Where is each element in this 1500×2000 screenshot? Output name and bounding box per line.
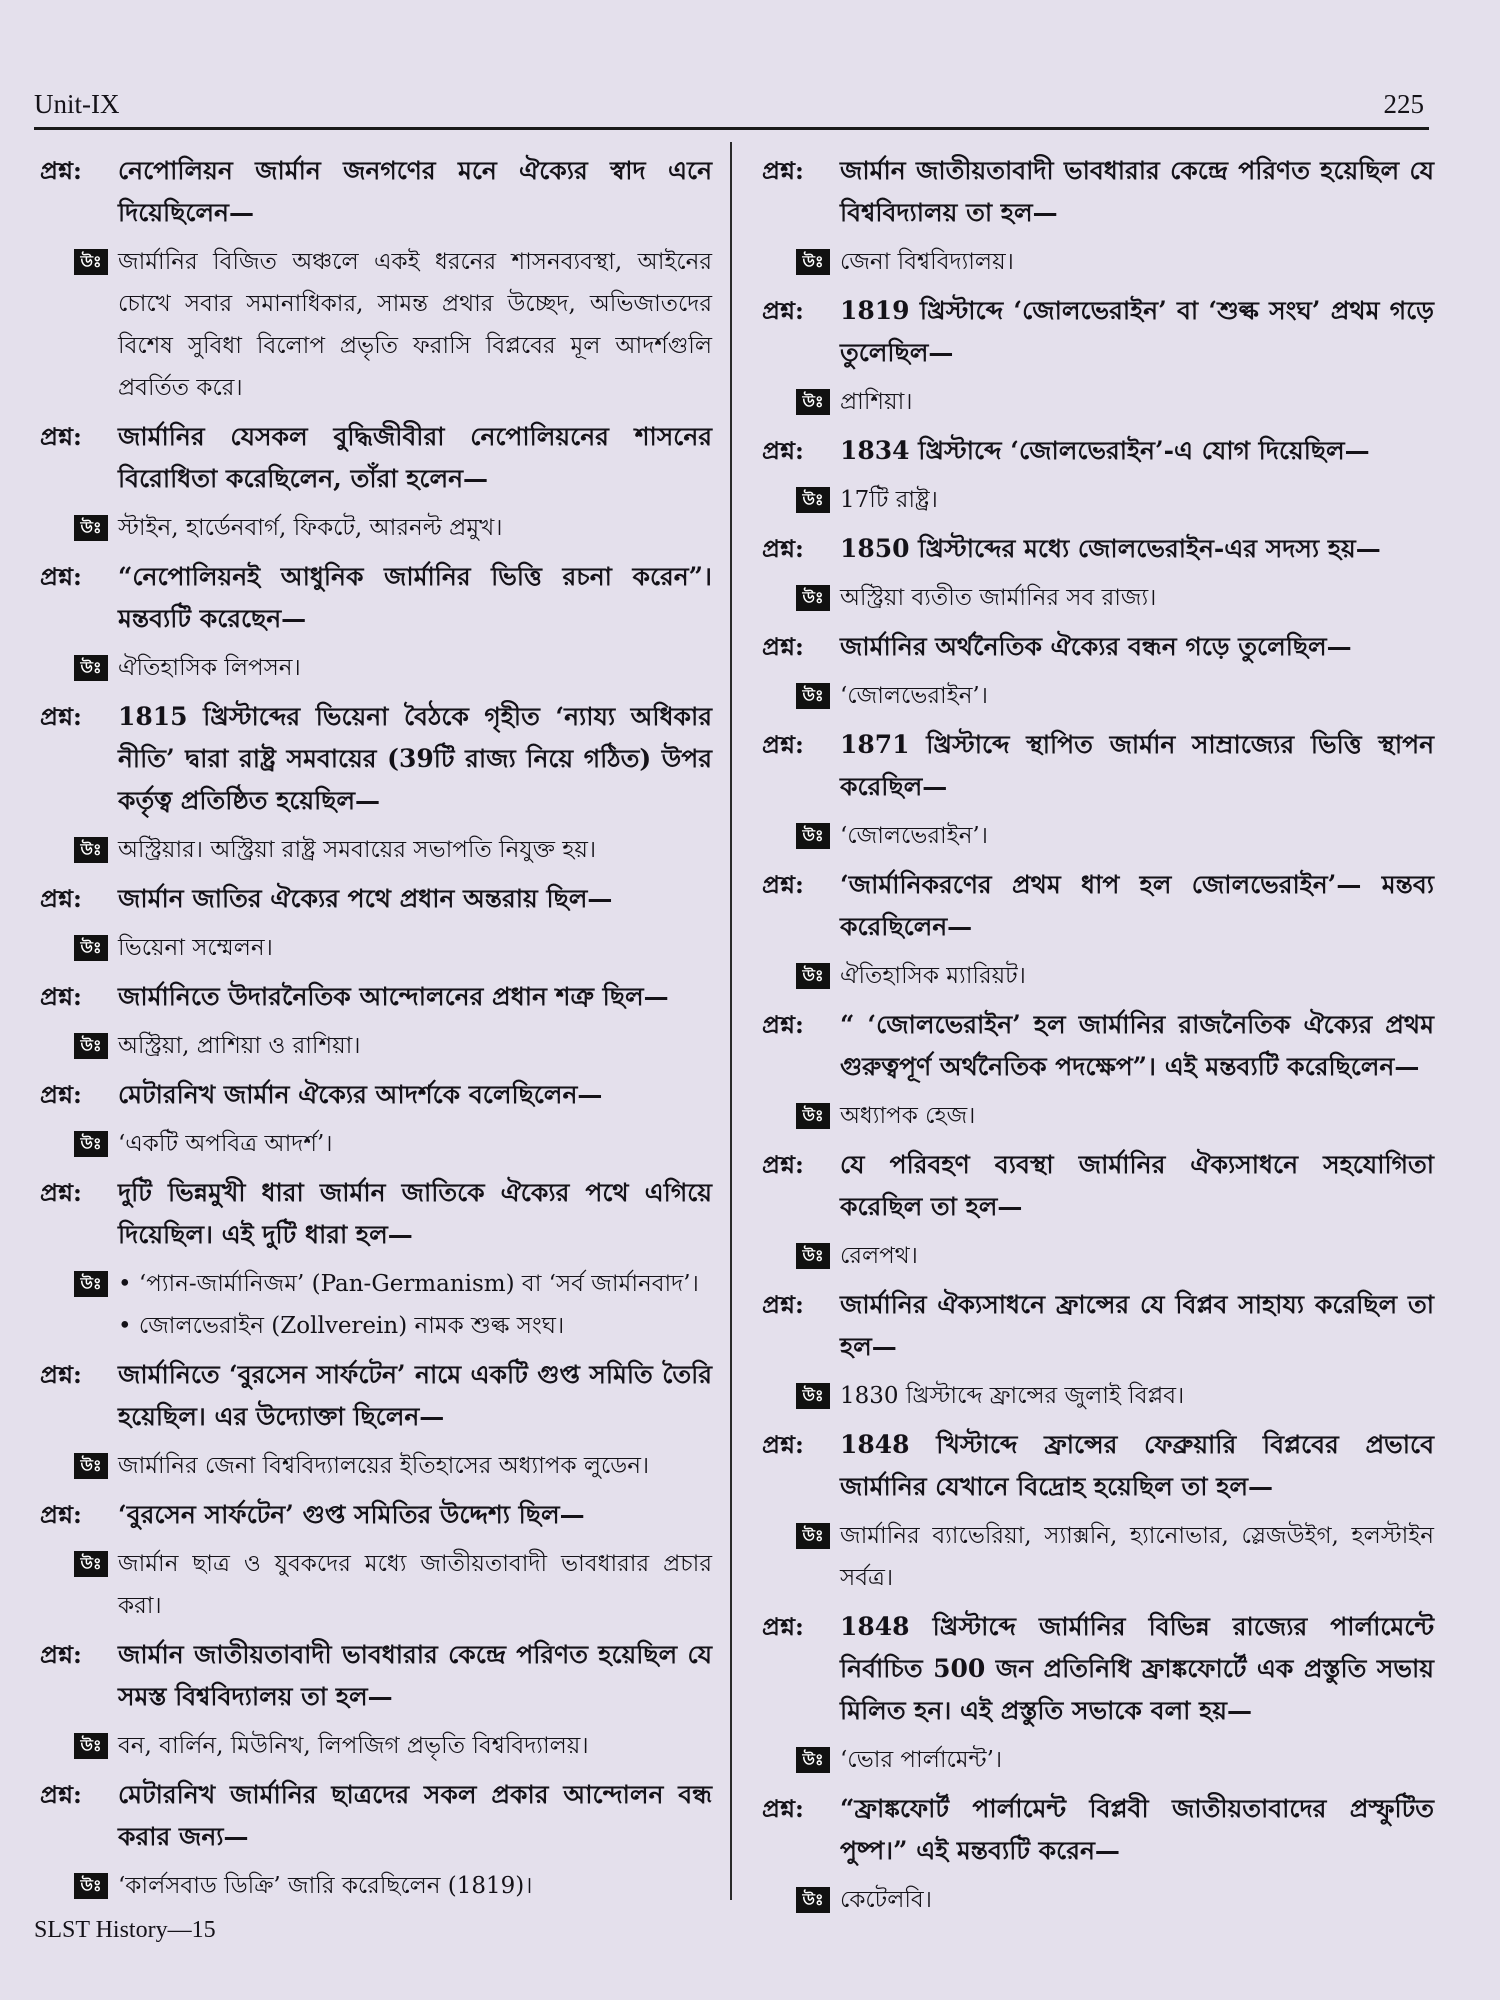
question-label: প্রশ্ন: xyxy=(40,1500,82,1529)
answer-text: ‘কার্লসবাড ডিক্রি’ জারি করেছিলেন (1819)। xyxy=(118,1873,533,1899)
question-entry xyxy=(762,430,1434,472)
question-text: 1819 খ্রিস্টাব্দে ‘জোলভেরাইন’ বা ‘শুল্ক সংঘ’ প্রথম গড়ে তুলেছিল— xyxy=(840,296,1434,367)
question-label: প্রশ্ন: xyxy=(40,1080,82,1109)
answer-text: রেলপথ। xyxy=(840,1243,918,1269)
answer-text: ঐতিহাসিক ম্যারিয়ট। xyxy=(840,963,1026,989)
answer-label: উঃ xyxy=(74,515,108,541)
left-column xyxy=(40,150,712,1914)
answer-label: উঃ xyxy=(74,1873,108,1899)
question-label: প্রশ্ন: xyxy=(40,562,82,591)
answer-badge xyxy=(762,1375,840,1409)
question-label: প্রশ্ন: xyxy=(40,422,82,451)
question-text: যে পরিবহণ ব্যবস্থা জার্মানির ঐক্যসাধনে সহযোগিতা করেছিল তা হল— xyxy=(840,1150,1434,1221)
answer-text: জার্মানির ব্যাভেরিয়া, স্যাক্সনি, হ্যানোভার, স্লেজউইগ, হলস্টাইন সর্বত্র। xyxy=(840,1523,1434,1591)
answer-text: অস্ট্রিয়া, প্রাশিয়া ও রাশিয়া। xyxy=(118,1033,361,1059)
answer-text: প্রাশিয়া। xyxy=(840,389,913,415)
answer-badge xyxy=(762,241,840,275)
question-label: প্রশ্ন: xyxy=(762,1430,804,1459)
question-text: জার্মানির যেসকল বুদ্ধিজীবীরা নেপোলিয়নের শাসনের বিরোধিতা করেছিলেন, তাঁরা হলেন— xyxy=(118,422,712,493)
question-entry xyxy=(762,290,1434,374)
answer-entry xyxy=(762,1515,1434,1599)
answer-badge xyxy=(40,829,118,863)
answer-badge xyxy=(762,955,840,989)
answer-entry xyxy=(40,507,712,549)
question-text: জার্মানিতে উদারনৈতিক আন্দোলনের প্রধান শত্রু ছিল— xyxy=(118,982,669,1011)
answer-badge xyxy=(40,927,118,961)
answer-text: কেটেলবি। xyxy=(840,1887,932,1913)
answer-badge xyxy=(40,1725,118,1759)
answer-label: উঃ xyxy=(74,1271,108,1297)
answer-badge xyxy=(762,675,840,709)
answer-text: জেনা বিশ্ববিদ্যালয়। xyxy=(840,249,1014,275)
answer-entry xyxy=(40,829,712,871)
question-entry xyxy=(762,1788,1434,1872)
question-label: প্রশ্ন: xyxy=(40,1178,82,1207)
answer-entry xyxy=(40,1725,712,1767)
question-label: প্রশ্ন: xyxy=(40,1780,82,1809)
answer-entry xyxy=(40,1123,712,1165)
question-text: জার্মান জাতীয়তাবাদী ভাবধারার কেন্দ্রে পরিণত হয়েছিল যে বিশ্ববিদ্যালয় তা হল— xyxy=(840,156,1434,227)
answer-label: উঃ xyxy=(796,249,830,275)
answer-text: 17টি রাষ্ট্র। xyxy=(840,487,938,513)
question-text: মেটারনিখ জার্মানির ছাত্রদের সকল প্রকার আন্দোলন বন্ধ করার জন্য— xyxy=(118,1780,712,1851)
answer-label: উঃ xyxy=(796,823,830,849)
answer-entry xyxy=(40,1263,712,1347)
answer-label: উঃ xyxy=(796,1747,830,1773)
answer-entry xyxy=(40,1445,712,1487)
unit-label: Unit-IX xyxy=(34,89,120,119)
answer-entry xyxy=(762,479,1434,521)
question-label: প্রশ্ন: xyxy=(40,982,82,1011)
answer-badge xyxy=(40,507,118,541)
question-entry xyxy=(40,1494,712,1536)
answer-entry xyxy=(762,381,1434,423)
question-text: জার্মান জাতির ঐক্যের পথে প্রধান অন্তরায় ছিল— xyxy=(118,884,613,913)
question-text: 1815 খ্রিস্টাব্দের ভিয়েনা বৈঠকে গৃহীত ‘ন্যায্য অধিকার নীতি’ দ্বারা রাষ্ট্র সমবায়ের (39টি রাজ্য নিয়ে গঠিত) উপর কর্তৃত্ব প্রতিষ্ঠিত হয়েছিল— xyxy=(118,702,712,815)
right-column xyxy=(762,150,1434,1928)
question-entry xyxy=(40,1172,712,1256)
question-text: ‘জার্মানিকরণের প্রথম ধাপ হল জোলভেরাইন’— মন্তব্য করেছিলেন— xyxy=(840,870,1434,941)
question-text: 1848 খ্রিস্টাব্দে জার্মানির বিভিন্ন রাজ্যের পার্লামেন্টে নির্বাচিত 500 জন প্রতিনিধি ফ্রাঙ্কফোর্টে এক প্রস্তুতি সভায় মিলিত হন। এই প্রস্তুতি সভাকে বলা হয়— xyxy=(840,1612,1434,1725)
answer-label: উঃ xyxy=(796,1523,830,1549)
question-text: দুটি ভিন্নমুখী ধারা জার্মান জাতিকে ঐক্যের পথে এগিয়ে দিয়েছিল। এই দুটি ধারা হল— xyxy=(118,1178,712,1249)
answer-text: ভিয়েনা সম্মেলন। xyxy=(118,935,273,961)
question-entry xyxy=(40,416,712,500)
question-entry xyxy=(762,150,1434,234)
question-text: “ফ্রাঙ্কফোর্ট পার্লামেন্ট বিপ্লবী জাতীয়তাবাদের প্রস্ফুটিত পুষ্প।” এই মন্তব্যটি করেন— xyxy=(840,1794,1434,1865)
question-text: মেটারনিখ জার্মান ঐক্যের আদর্শকে বলেছিলেন— xyxy=(118,1080,603,1109)
question-entry xyxy=(40,976,712,1018)
answer-label: উঃ xyxy=(74,1551,108,1577)
answer-bullet: • ‘প্যান-জার্মানিজম’ (Pan-Germanism) বা ‘সর্ব জার্মানবাদ’। xyxy=(118,1263,712,1305)
question-entry xyxy=(40,556,712,640)
question-entry xyxy=(40,1634,712,1718)
answer-text xyxy=(118,1263,712,1347)
answer-label: উঃ xyxy=(796,1383,830,1409)
answer-badge xyxy=(40,1025,118,1059)
question-entry xyxy=(762,1284,1434,1368)
answer-entry xyxy=(40,241,712,409)
question-entry xyxy=(762,1606,1434,1732)
question-entry xyxy=(762,864,1434,948)
answer-entry xyxy=(40,1543,712,1627)
answer-badge xyxy=(40,1865,118,1899)
answer-label: উঃ xyxy=(74,1033,108,1059)
question-label: প্রশ্ন: xyxy=(762,1010,804,1039)
question-text: “নেপোলিয়নই আধুনিক জার্মানির ভিত্তি রচনা করেন”। মন্তব্যটি করেছেন— xyxy=(118,562,712,633)
answer-text: অধ্যাপক হেজ। xyxy=(840,1103,976,1129)
answer-badge xyxy=(762,381,840,415)
answer-label: উঃ xyxy=(796,963,830,989)
question-label: প্রশ্ন: xyxy=(762,632,804,661)
answer-badge xyxy=(762,1879,840,1913)
answer-text: জার্মানির জেনা বিশ্ববিদ্যালয়ের ইতিহাসের অধ্যাপক লুডেন। xyxy=(118,1453,650,1479)
page-number: 225 xyxy=(1383,89,1424,119)
question-entry xyxy=(762,724,1434,808)
answer-bullet: • জোলভেরাইন (Zollverein) নামক শুল্ক সংঘ। xyxy=(118,1305,712,1347)
question-label: প্রশ্ন: xyxy=(40,1640,82,1669)
question-entry xyxy=(40,1074,712,1116)
answer-text: অস্ট্রিয়ার। অস্ট্রিয়া রাষ্ট্র সমবায়ের সভাপতি নিযুক্ত হয়। xyxy=(118,837,597,863)
question-label: প্রশ্ন: xyxy=(40,1360,82,1389)
question-entry xyxy=(762,1424,1434,1508)
question-text: জার্মান জাতীয়তাবাদী ভাবধারার কেন্দ্রে পরিণত হয়েছিল যে সমস্ত বিশ্ববিদ্যালয় তা হল— xyxy=(118,1640,712,1711)
question-text: ‘বুরসেন সার্ফটেন’ গুপ্ত সমিতির উদ্দেশ্য ছিল— xyxy=(118,1500,585,1529)
answer-badge xyxy=(762,577,840,611)
question-label: প্রশ্ন: xyxy=(762,296,804,325)
answer-text: 1830 খ্রিস্টাব্দে ফ্রান্সের জুলাই বিপ্লব। xyxy=(840,1383,1185,1409)
question-label: প্রশ্ন: xyxy=(40,702,82,731)
question-label: প্রশ্ন: xyxy=(762,534,804,563)
question-entry xyxy=(40,1354,712,1438)
answer-label: উঃ xyxy=(796,1887,830,1913)
answer-entry xyxy=(762,1375,1434,1417)
question-entry xyxy=(762,1004,1434,1088)
question-label: প্রশ্ন: xyxy=(40,884,82,913)
answer-badge xyxy=(762,1739,840,1773)
answer-entry xyxy=(40,1865,712,1907)
answer-label: উঃ xyxy=(74,249,108,275)
answer-entry xyxy=(762,241,1434,283)
question-text: জার্মানিতে ‘বুরসেন সার্ফটেন’ নামে একটি গুপ্ত সমিতি তৈরি হয়েছিল। এর উদ্যোক্তা ছিলেন— xyxy=(118,1360,712,1431)
question-entry xyxy=(762,1144,1434,1228)
answer-text: ‘একটি অপবিত্র আদর্শ’। xyxy=(118,1131,333,1157)
question-entry xyxy=(40,878,712,920)
answer-label: উঃ xyxy=(796,1243,830,1269)
answer-badge xyxy=(762,1095,840,1129)
question-label: প্রশ্ন: xyxy=(762,1612,804,1641)
question-label: প্রশ্ন: xyxy=(762,436,804,465)
answer-label: উঃ xyxy=(796,683,830,709)
answer-badge xyxy=(762,815,840,849)
answer-badge xyxy=(40,647,118,681)
answer-badge xyxy=(762,1515,840,1549)
answer-label: উঃ xyxy=(74,935,108,961)
answer-badge xyxy=(762,1235,840,1269)
answer-badge xyxy=(40,1445,118,1479)
answer-text: স্টাইন, হার্ডেনবার্গ, ফিকটে, আরনল্ট প্রমুখ। xyxy=(118,515,503,541)
question-label: প্রশ্ন: xyxy=(762,156,804,185)
answer-text: ‘ভোর পার্লামেন্ট’। xyxy=(840,1747,1003,1773)
answer-text: ‘জোলভেরাইন’। xyxy=(840,683,988,709)
question-text: জার্মানির অর্থনৈতিক ঐক্যের বন্ধন গড়ে তুলেছিল— xyxy=(840,632,1352,661)
answer-entry xyxy=(762,815,1434,857)
question-text: 1850 খ্রিস্টাব্দের মধ্যে জোলভেরাইন-এর সদস্য হয়— xyxy=(840,534,1381,563)
question-text: 1871 খ্রিস্টাব্দে স্থাপিত জার্মান সাম্রাজ্যের ভিত্তি স্থাপন করেছিল— xyxy=(840,730,1434,801)
question-text: নেপোলিয়ন জার্মান জনগণের মনে ঐক্যের স্বাদ এনে দিয়েছিলেন— xyxy=(118,156,712,227)
answer-label: উঃ xyxy=(74,1733,108,1759)
question-label: প্রশ্ন: xyxy=(762,1150,804,1179)
answer-badge xyxy=(40,1543,118,1577)
question-entry xyxy=(40,150,712,234)
question-entry xyxy=(40,696,712,822)
answer-text: ঐতিহাসিক লিপসন। xyxy=(118,655,301,681)
question-entry xyxy=(40,1774,712,1858)
page-footer: SLST History—15 xyxy=(34,1917,216,1943)
question-text: 1848 খিস্টাব্দে ফ্রান্সের ফেব্রুয়ারি বিপ্লবের প্রভাবে জার্মানির যেখানে বিদ্রোহ হয়েছিল তা হল— xyxy=(840,1430,1434,1501)
answer-entry xyxy=(762,955,1434,997)
answer-text: বন, বার্লিন, মিউনিখ, লিপজিগ প্রভৃতি বিশ্ববিদ্যালয়। xyxy=(118,1733,589,1759)
question-label: প্রশ্ন: xyxy=(762,1794,804,1823)
question-label: প্রশ্ন: xyxy=(762,1290,804,1319)
answer-entry xyxy=(40,1025,712,1067)
question-label: প্রশ্ন: xyxy=(762,870,804,899)
answer-text: জার্মান ছাত্র ও যুবকদের মধ্যে জাতীয়তাবাদী ভাবধারার প্রচার করা। xyxy=(118,1551,712,1619)
answer-label: উঃ xyxy=(796,1103,830,1129)
answer-badge xyxy=(40,1263,118,1297)
answer-entry xyxy=(762,1879,1434,1921)
column-divider xyxy=(730,142,732,1900)
answer-badge xyxy=(40,241,118,275)
answer-text: অস্ট্রিয়া ব্যতীত জার্মানির সব রাজ্য। xyxy=(840,585,1157,611)
question-text: 1834 খ্রিস্টাব্দে ‘জোলভেরাইন’-এ যোগ দিয়েছিল— xyxy=(840,436,1370,465)
answer-entry xyxy=(762,1235,1434,1277)
question-entry xyxy=(762,528,1434,570)
answer-entry xyxy=(40,647,712,689)
answer-label: উঃ xyxy=(74,655,108,681)
question-entry xyxy=(762,626,1434,668)
answer-label: উঃ xyxy=(74,1131,108,1157)
question-label: প্রশ্ন: xyxy=(762,730,804,759)
answer-entry xyxy=(40,927,712,969)
answer-badge xyxy=(762,479,840,513)
answer-label: উঃ xyxy=(796,389,830,415)
answer-entry xyxy=(762,1739,1434,1781)
header-rule xyxy=(34,127,1429,130)
question-label: প্রশ্ন: xyxy=(40,156,82,185)
page-header xyxy=(34,80,1424,120)
question-text: “ ‘জোলভেরাইন’ হল জার্মানির রাজনৈতিক ঐক্যের প্রথম গুরুত্বপূর্ণ অর্থনৈতিক পদক্ষেপ”। এই মন্তব্যটি করেছিলেন— xyxy=(840,1010,1434,1081)
answer-entry xyxy=(762,675,1434,717)
answer-label: উঃ xyxy=(74,1453,108,1479)
answer-entry xyxy=(762,577,1434,619)
question-text: জার্মানির ঐক্যসাধনে ফ্রান্সের যে বিপ্লব সাহায্য করেছিল তা হল— xyxy=(840,1290,1434,1361)
answer-label: উঃ xyxy=(796,585,830,611)
answer-label: উঃ xyxy=(796,487,830,513)
answer-label: উঃ xyxy=(74,837,108,863)
answer-entry xyxy=(762,1095,1434,1137)
answer-text: ‘জোলভেরাইন’। xyxy=(840,823,988,849)
answer-badge xyxy=(40,1123,118,1157)
answer-text: জার্মানির বিজিত অঞ্চলে একই ধরনের শাসনব্যবস্থা, আইনের চোখে সবার সমানাধিকার, সামন্ত প্রথার উচ্ছেদ, অভিজাতদের বিশেষ সুবিধা বিলোপ প্রভৃতি ফরাসি বিপ্লবের মূল আদর্শগুলি প্রবর্তিত করে। xyxy=(118,249,712,401)
